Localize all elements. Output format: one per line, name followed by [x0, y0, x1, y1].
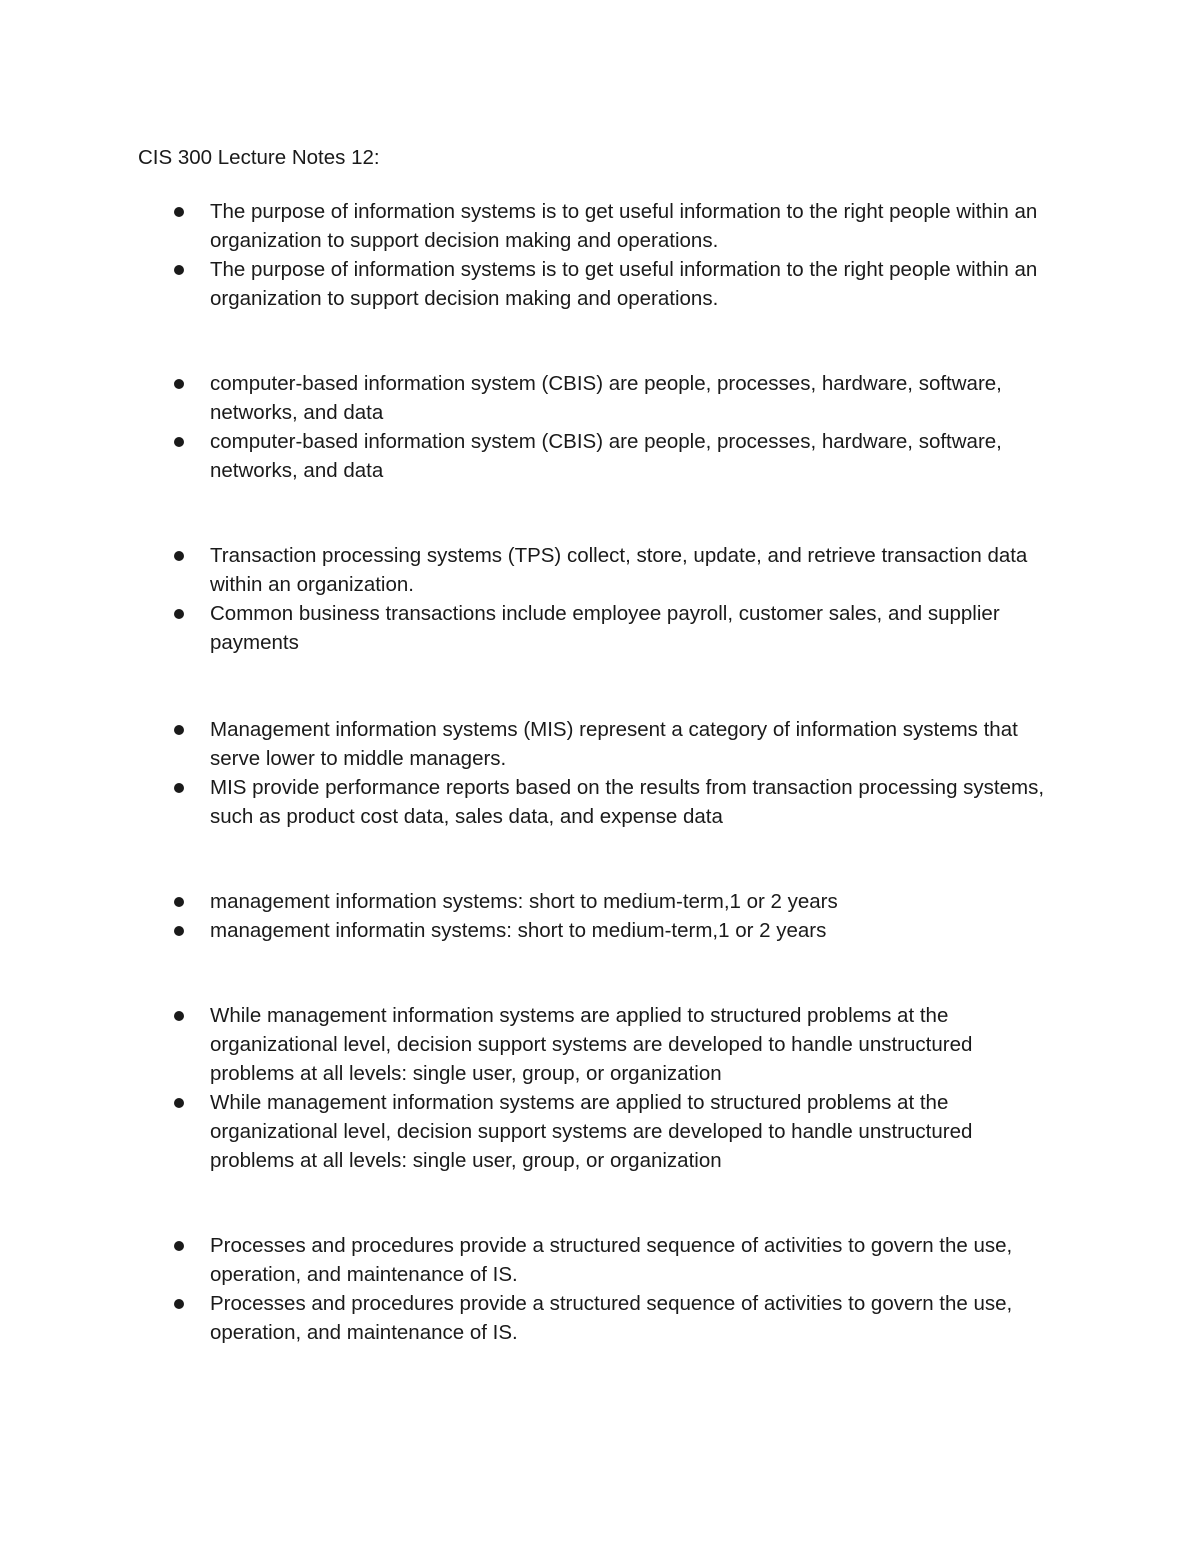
list-item: [0, 255, 1060, 313]
list-item: [0, 916, 1060, 945]
list-item-text: MIS provide performance reports based on the results from transaction processing systems, such as product cost data, sales data, and expense data: [210, 776, 1045, 828]
document-title: CIS 300 Lecture Notes 12:: [138, 146, 380, 169]
list-item: [0, 599, 1060, 657]
bullet-icon: [174, 1299, 184, 1309]
bullet-icon: [174, 1011, 184, 1021]
list-item-text: computer-based information system (CBIS) are people, processes, hardware, software, networks, and data: [210, 372, 1002, 424]
list-item: [0, 197, 1060, 255]
list-item: [0, 1289, 1060, 1347]
bullet-group-2: [0, 369, 1200, 485]
bullet-icon: [174, 379, 184, 389]
list-item: [0, 1231, 1060, 1289]
list-item: [0, 773, 1060, 831]
list-item-text: Processes and procedures provide a structured sequence of activities to govern the use, operation, and maintenance of IS.: [210, 1292, 1013, 1344]
list-item-text: management information systems: short to medium-term,1 or 2 years: [210, 890, 838, 913]
list-item-text: Common business transactions include employee payroll, customer sales, and supplier payments: [210, 602, 1000, 654]
list-item-text: management informatin systems: short to medium-term,1 or 2 years: [210, 919, 827, 942]
list-item-text: Processes and procedures provide a structured sequence of activities to govern the use, operation, and maintenance of IS.: [210, 1234, 1013, 1286]
list-item: [0, 887, 1060, 916]
list-item: [0, 541, 1060, 599]
list-item-text: Transaction processing systems (TPS) collect, store, update, and retrieve transaction data within an organization.: [210, 544, 1028, 596]
list-item-text: The purpose of information systems is to get useful information to the right people within an organization to support decision making and operations.: [210, 258, 1038, 310]
bullet-icon: [174, 897, 184, 907]
bullet-icon: [174, 1098, 184, 1108]
bullet-icon: [174, 437, 184, 447]
list-item: [0, 715, 1060, 773]
bullet-icon: [174, 265, 184, 275]
bullet-group-1: [0, 197, 1200, 313]
bullet-icon: [174, 1241, 184, 1251]
list-item-text: Management information systems (MIS) represent a category of information systems that serve lower to middle managers.: [210, 718, 1018, 770]
bullet-group-7: [0, 1231, 1200, 1347]
list-item-text: While management information systems are applied to structured problems at the organizational level, decision support systems are developed to handle unstructured problems at all levels: single user, group, or organization: [210, 1004, 973, 1085]
list-item-text: computer-based information system (CBIS) are people, processes, hardware, software, networks, and data: [210, 430, 1002, 482]
bullet-icon: [174, 551, 184, 561]
bullet-group-6: [0, 1001, 1200, 1175]
bullet-icon: [174, 207, 184, 217]
list-item: [0, 369, 1060, 427]
list-item: [0, 1088, 1060, 1175]
list-item-text: While management information systems are applied to structured problems at the organizational level, decision support systems are developed to handle unstructured problems at all levels: single user, group, or organization: [210, 1091, 973, 1172]
bullet-icon: [174, 609, 184, 619]
list-item: [0, 1001, 1060, 1088]
bullet-group-4: [0, 715, 1200, 831]
bullet-group-3: [0, 541, 1200, 657]
bullet-icon: [174, 725, 184, 735]
bullet-icon: [174, 926, 184, 936]
bullet-group-5: [0, 887, 1200, 945]
list-item-text: The purpose of information systems is to get useful information to the right people within an organization to support decision making and operations.: [210, 200, 1038, 252]
list-item: [0, 427, 1060, 485]
bullet-icon: [174, 783, 184, 793]
